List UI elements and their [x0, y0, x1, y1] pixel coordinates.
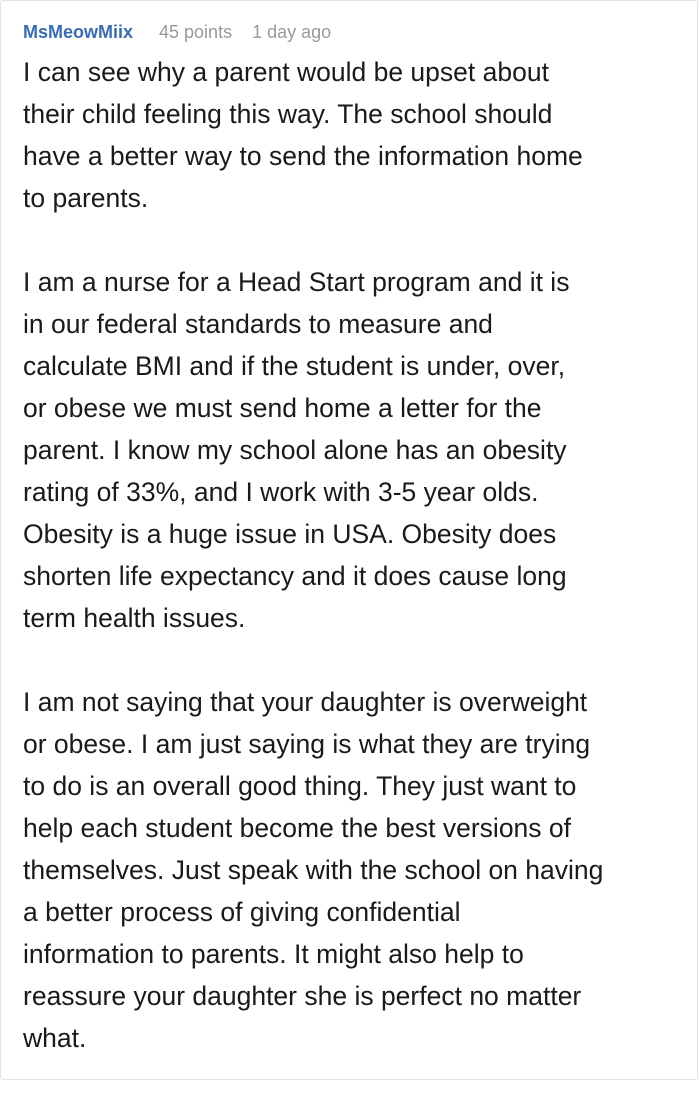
comment-meta	[23, 21, 331, 43]
comment-paragraph	[23, 681, 693, 1059]
comment-body	[23, 51, 693, 1101]
points-count: 45 points	[159, 22, 233, 42]
comment-paragraph	[23, 261, 693, 639]
paragraph-line: or obese. I am just saying is what they are trying	[23, 729, 591, 759]
paragraph-line: a better process of giving confidential	[23, 897, 461, 927]
paragraph-line: to do is an overall good thing. They just want to	[23, 771, 577, 801]
paragraph-line: shorten life expectancy and it does cause long	[23, 561, 567, 591]
comment-paragraph	[23, 51, 693, 219]
paragraph-line: term health issues.	[23, 603, 246, 633]
paragraph-line: or obese we must send home a letter for the	[23, 393, 542, 423]
paragraph-line: reassure your daughter she is perfect no matter	[23, 981, 582, 1011]
paragraph-line: I am a nurse for a Head Start program and it is	[23, 267, 570, 297]
paragraph-line: what.	[23, 1023, 87, 1053]
paragraph-line: rating of 33%, and I work with 3-5 year olds.	[23, 477, 539, 507]
paragraph-line: their child feeling this way. The school should	[23, 99, 553, 129]
paragraph-line: I can see why a parent would be upset about	[23, 57, 549, 87]
paragraph-line: help each student become the best versions of	[23, 813, 572, 843]
paragraph-line: information to parents. It might also help to	[23, 939, 524, 969]
paragraph-line: calculate BMI and if the student is under, over,	[23, 351, 566, 381]
paragraph-line: have a better way to send the information home	[23, 141, 583, 171]
paragraph-line: to parents.	[23, 183, 149, 213]
paragraph-line: I am not saying that your daughter is overweight	[23, 687, 588, 717]
username-link[interactable]: MsMeowMiix	[23, 22, 134, 42]
paragraph-line: Obesity is a huge issue in USA. Obesity does	[23, 519, 557, 549]
timestamp: 1 day ago	[252, 22, 332, 42]
paragraph-line: in our federal standards to measure and	[23, 309, 493, 339]
paragraph-line: parent. I know my school alone has an obesity	[23, 435, 567, 465]
paragraph-line: themselves. Just speak with the school on having	[23, 855, 604, 885]
